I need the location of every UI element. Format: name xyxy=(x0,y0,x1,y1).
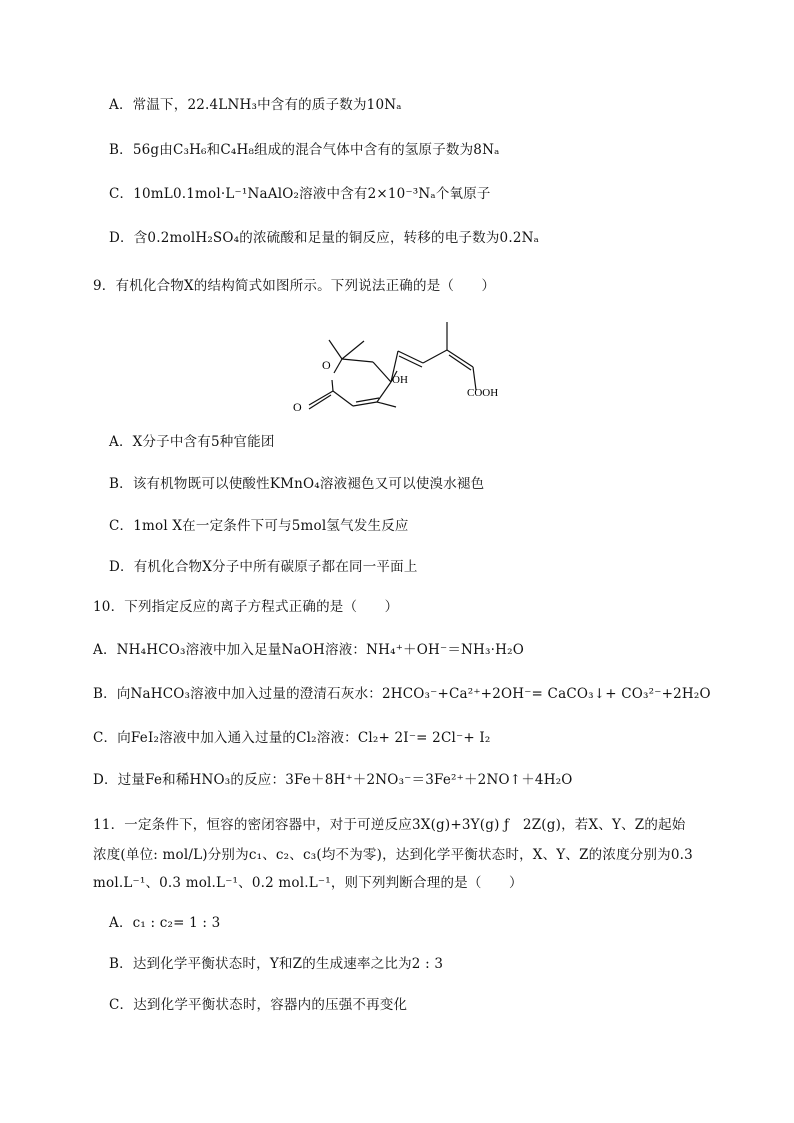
q11-stem-line1: 11．一定条件下，恒容的密闭容器中，对于可逆反应3X(g)+3Y(g) ƒ 2Z(g)，若X、Y、Z的起始 xyxy=(93,817,686,833)
q9-option-c: C．1mol X在一定条件下可与5mol氢气发生反应 xyxy=(109,518,409,534)
q8-option-b: B．56g由C₃H₆和C₄H₈组成的混合气体中含有的氢原子数为8Nₐ xyxy=(109,142,500,158)
carboxyl-label: COOH xyxy=(467,387,499,399)
q9-stem: 9．有机化合物X的结构简式如图所示。下列说法正确的是（ ） xyxy=(93,278,496,294)
q10-option-a: A．NH₄HCO₃溶液中加入足量NaOH溶液：NH₄⁺＋OH⁻＝NH₃·H₂O xyxy=(93,642,524,658)
q10-option-b: B．向NaHCO₃溶液中加入过量的澄清石灰水：2HCO₃⁻+Ca²⁺+2OH⁻= CaCO₃↓+ CO₃²⁻+2H₂O xyxy=(93,686,711,702)
q8-option-d: D．含0.2molH₂SO₄的浓硫酸和足量的铜反应，转移的电子数为0.2Nₐ xyxy=(109,230,540,246)
compound-x-structure xyxy=(285,312,515,424)
q9-option-b: B．该有机物既可以使酸性KMnO₄溶液褪色又可以使溴水褪色 xyxy=(109,476,485,492)
q11-option-c: C．达到化学平衡状态时，容器内的压强不再变化 xyxy=(109,997,408,1013)
q8-option-c: C．10mL0.1mol·L⁻¹NaAlO₂溶液中含有2×10⁻³Nₐ个氧原子 xyxy=(109,186,491,202)
q11-stem-line3: mol.L⁻¹、0.3 mol.L⁻¹、0.2 mol.L⁻¹，则下列判断合理的是（ ） xyxy=(93,875,523,891)
q10-option-d: D．过量Fe和稀HNO₃的反应：3Fe＋8H⁺＋2NO₃⁻＝3Fe²⁺＋2NO↑＋4H₂O xyxy=(93,772,573,788)
q11-option-a: A．c₁ : c₂= 1 : 3 xyxy=(109,915,221,931)
ring-oxygen-label: O xyxy=(322,358,331,372)
q9-option-d: D．有机化合物X分子中所有碳原子都在同一平面上 xyxy=(109,559,418,575)
q9-option-a: A．X分子中含有5种官能团 xyxy=(109,434,275,450)
q11-option-b: B．达到化学平衡状态时，Y和Z的生成速率之比为2 : 3 xyxy=(109,956,444,972)
q11-stem-line2: 浓度(单位: mol/L)分别为c₁、c₂、c₃(均不为零)，达到化学平衡状态时，X、Y、Z的浓度分别为0.3 xyxy=(93,847,693,863)
carbonyl-oxygen-label: O xyxy=(293,400,302,414)
q10-stem: 10．下列指定反应的离子方程式正确的是（ ） xyxy=(93,599,399,615)
q10-option-c: C．向FeI₂溶液中加入通入过量的Cl₂溶液：Cl₂+ 2I⁻= 2Cl⁻+ I₂ xyxy=(93,730,491,746)
q8-option-a: A．常温下，22.4LNH₃中含有的质子数为10Nₐ xyxy=(109,97,402,113)
hydroxyl-label: OH xyxy=(392,374,408,386)
